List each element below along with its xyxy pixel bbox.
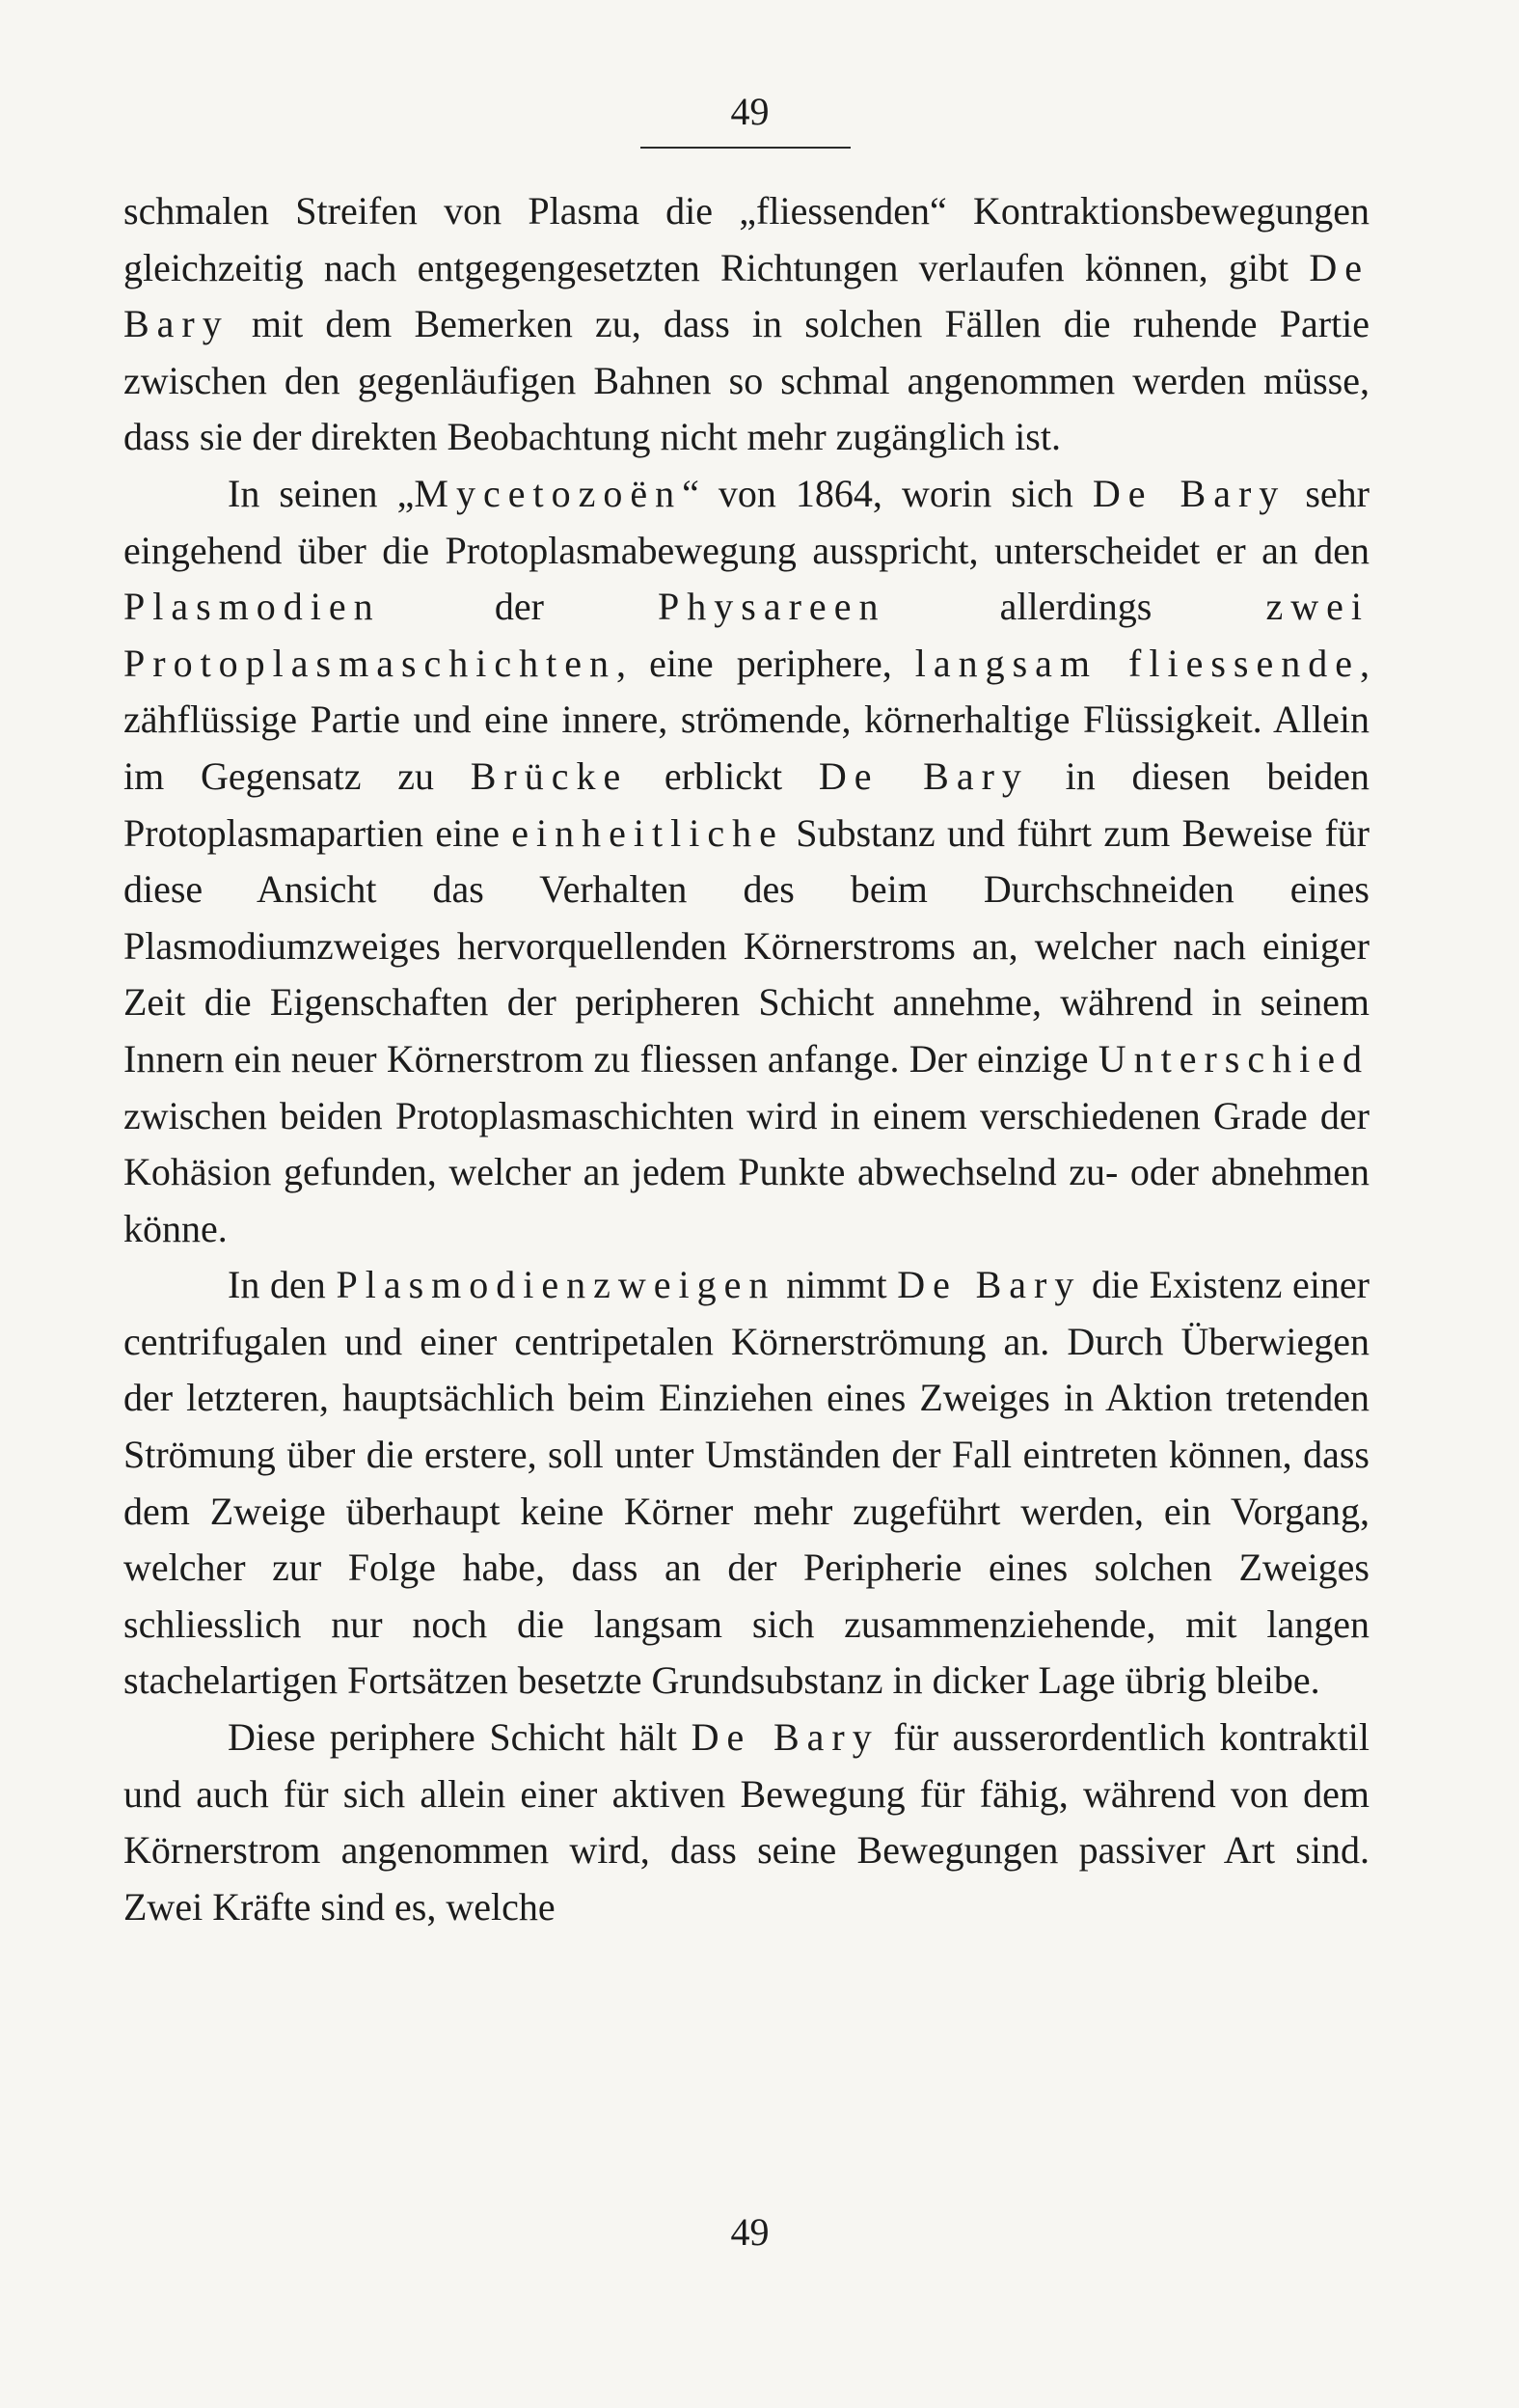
emphasized-text: De Bary: [123, 245, 1370, 346]
body-text: [123, 183, 1370, 1935]
emphasized-text: Plasmodien: [123, 585, 381, 629]
emphasized-text: Mycetozoën: [414, 471, 683, 515]
text-run: schmalen Streifen von Plasma die „fliessenden“ Kontraktionsbewegungen gleichzeitig nach entgegengesetzten Richtungen verlaufen können, gibt: [123, 189, 1370, 289]
text-run: In den: [228, 1263, 337, 1307]
paragraph: [123, 466, 1370, 1257]
emphasized-text: De Bary: [1092, 471, 1287, 515]
emphasized-text: Plasmodienzweigen: [336, 1263, 776, 1307]
text-run: Diese periphere Schicht hält: [228, 1715, 692, 1760]
emphasized-text: Brücke: [470, 753, 629, 798]
text-run: nimmt: [775, 1263, 898, 1307]
text-run: zwischen beiden Protoplasmaschichten wird in einem verschiedenen Grade der Kohäsion gefunden, welcher an jedem Punkte abwechselnd zu- oder abnehmen könne.: [123, 1093, 1370, 1250]
emphasized-text: Physareen: [658, 585, 886, 629]
text-run: erblickt: [628, 753, 819, 798]
text-run: die Existenz einer centrifugalen und einer centripetalen Körnerströmung an. Durch Überwiegen der letzteren, hauptsächlich beim Einziehen eines Zweiges in Aktion tretenden Strömung über die erstere, soll unter Umständen der Fall eintreten können, dass dem Zweige überhaupt keine Körner mehr zugeführt werden, ein Vorgang, welcher zur Folge habe, dass an der Peripherie eines solchen Zweiges schliesslich nur noch die langsam sich zusammenziehende, mit langen stachelartigen Fortsätzen besetzte Grundsubstanz in dicker Lage übrig bleibe.: [123, 1263, 1370, 1703]
emphasized-text: De Bary: [897, 1263, 1082, 1307]
text-run: “ von 1864, worin sich: [682, 471, 1093, 515]
emphasized-text: De Bary: [691, 1715, 880, 1760]
text-run: In seinen „: [228, 471, 415, 515]
header-rule: [640, 147, 851, 149]
emphasized-text: Unterschied: [1098, 1036, 1370, 1081]
text-run: in diesen beiden Protoplasmapartien eine: [123, 753, 1370, 855]
text-run: sehr eingehend über die Protoplasmabewegung ausspricht, unterscheidet er an den: [123, 471, 1370, 572]
text-run: Substanz und führt zum Beweise für diese Ansicht das Verhalten des beim Durchschneiden eines Plasmodiumzweiges hervorquellenden Körnerstroms an, welcher nach einiger Zeit die Eigenschaften der peripheren Schicht annehme, während in seinem Innern ein neuer Körnerstrom zu fliessen anfange. Der einzige: [123, 810, 1370, 1081]
emphasized-text: De Bary: [818, 753, 1029, 798]
paragraph: [123, 1257, 1370, 1710]
emphasized-text: langsam fliessende: [914, 641, 1360, 685]
text-run: , zähflüssige Partie und eine innere, strömende, körnerhaltige Flüssigkeit. Allein im Gegensatz zu: [123, 641, 1370, 798]
text-run: , eine peripherе,: [616, 641, 915, 685]
emphasized-text: zwei Protoplasmaschichten: [123, 585, 1370, 685]
text-run: mit dem Bemerken zu, dass in solchen Fällen die ruhende Partie zwischen den gegenläufigen Bahnen so schmal angenommen werden müsse, dass sie der direkten Beobachtung nicht mehr zugänglich ist.: [123, 302, 1370, 459]
text-run: für ausserordentlich kontraktil und auch für sich allein einer aktiven Bewegung für fähig, während von dem Körnerstrom angenommen wird, dass seine Bewegungen passiver Art sind. Zwei Kräfte sind es, welche: [123, 1715, 1370, 1929]
emphasized-text: einheitliche: [511, 810, 784, 855]
text-run: allerdings: [885, 585, 1266, 629]
paragraph: [123, 1710, 1370, 1935]
text-run: der: [380, 585, 659, 629]
paragraph: [123, 183, 1370, 466]
page-number-top: 49: [730, 90, 770, 133]
page-number-bottom: 49: [730, 2210, 770, 2254]
